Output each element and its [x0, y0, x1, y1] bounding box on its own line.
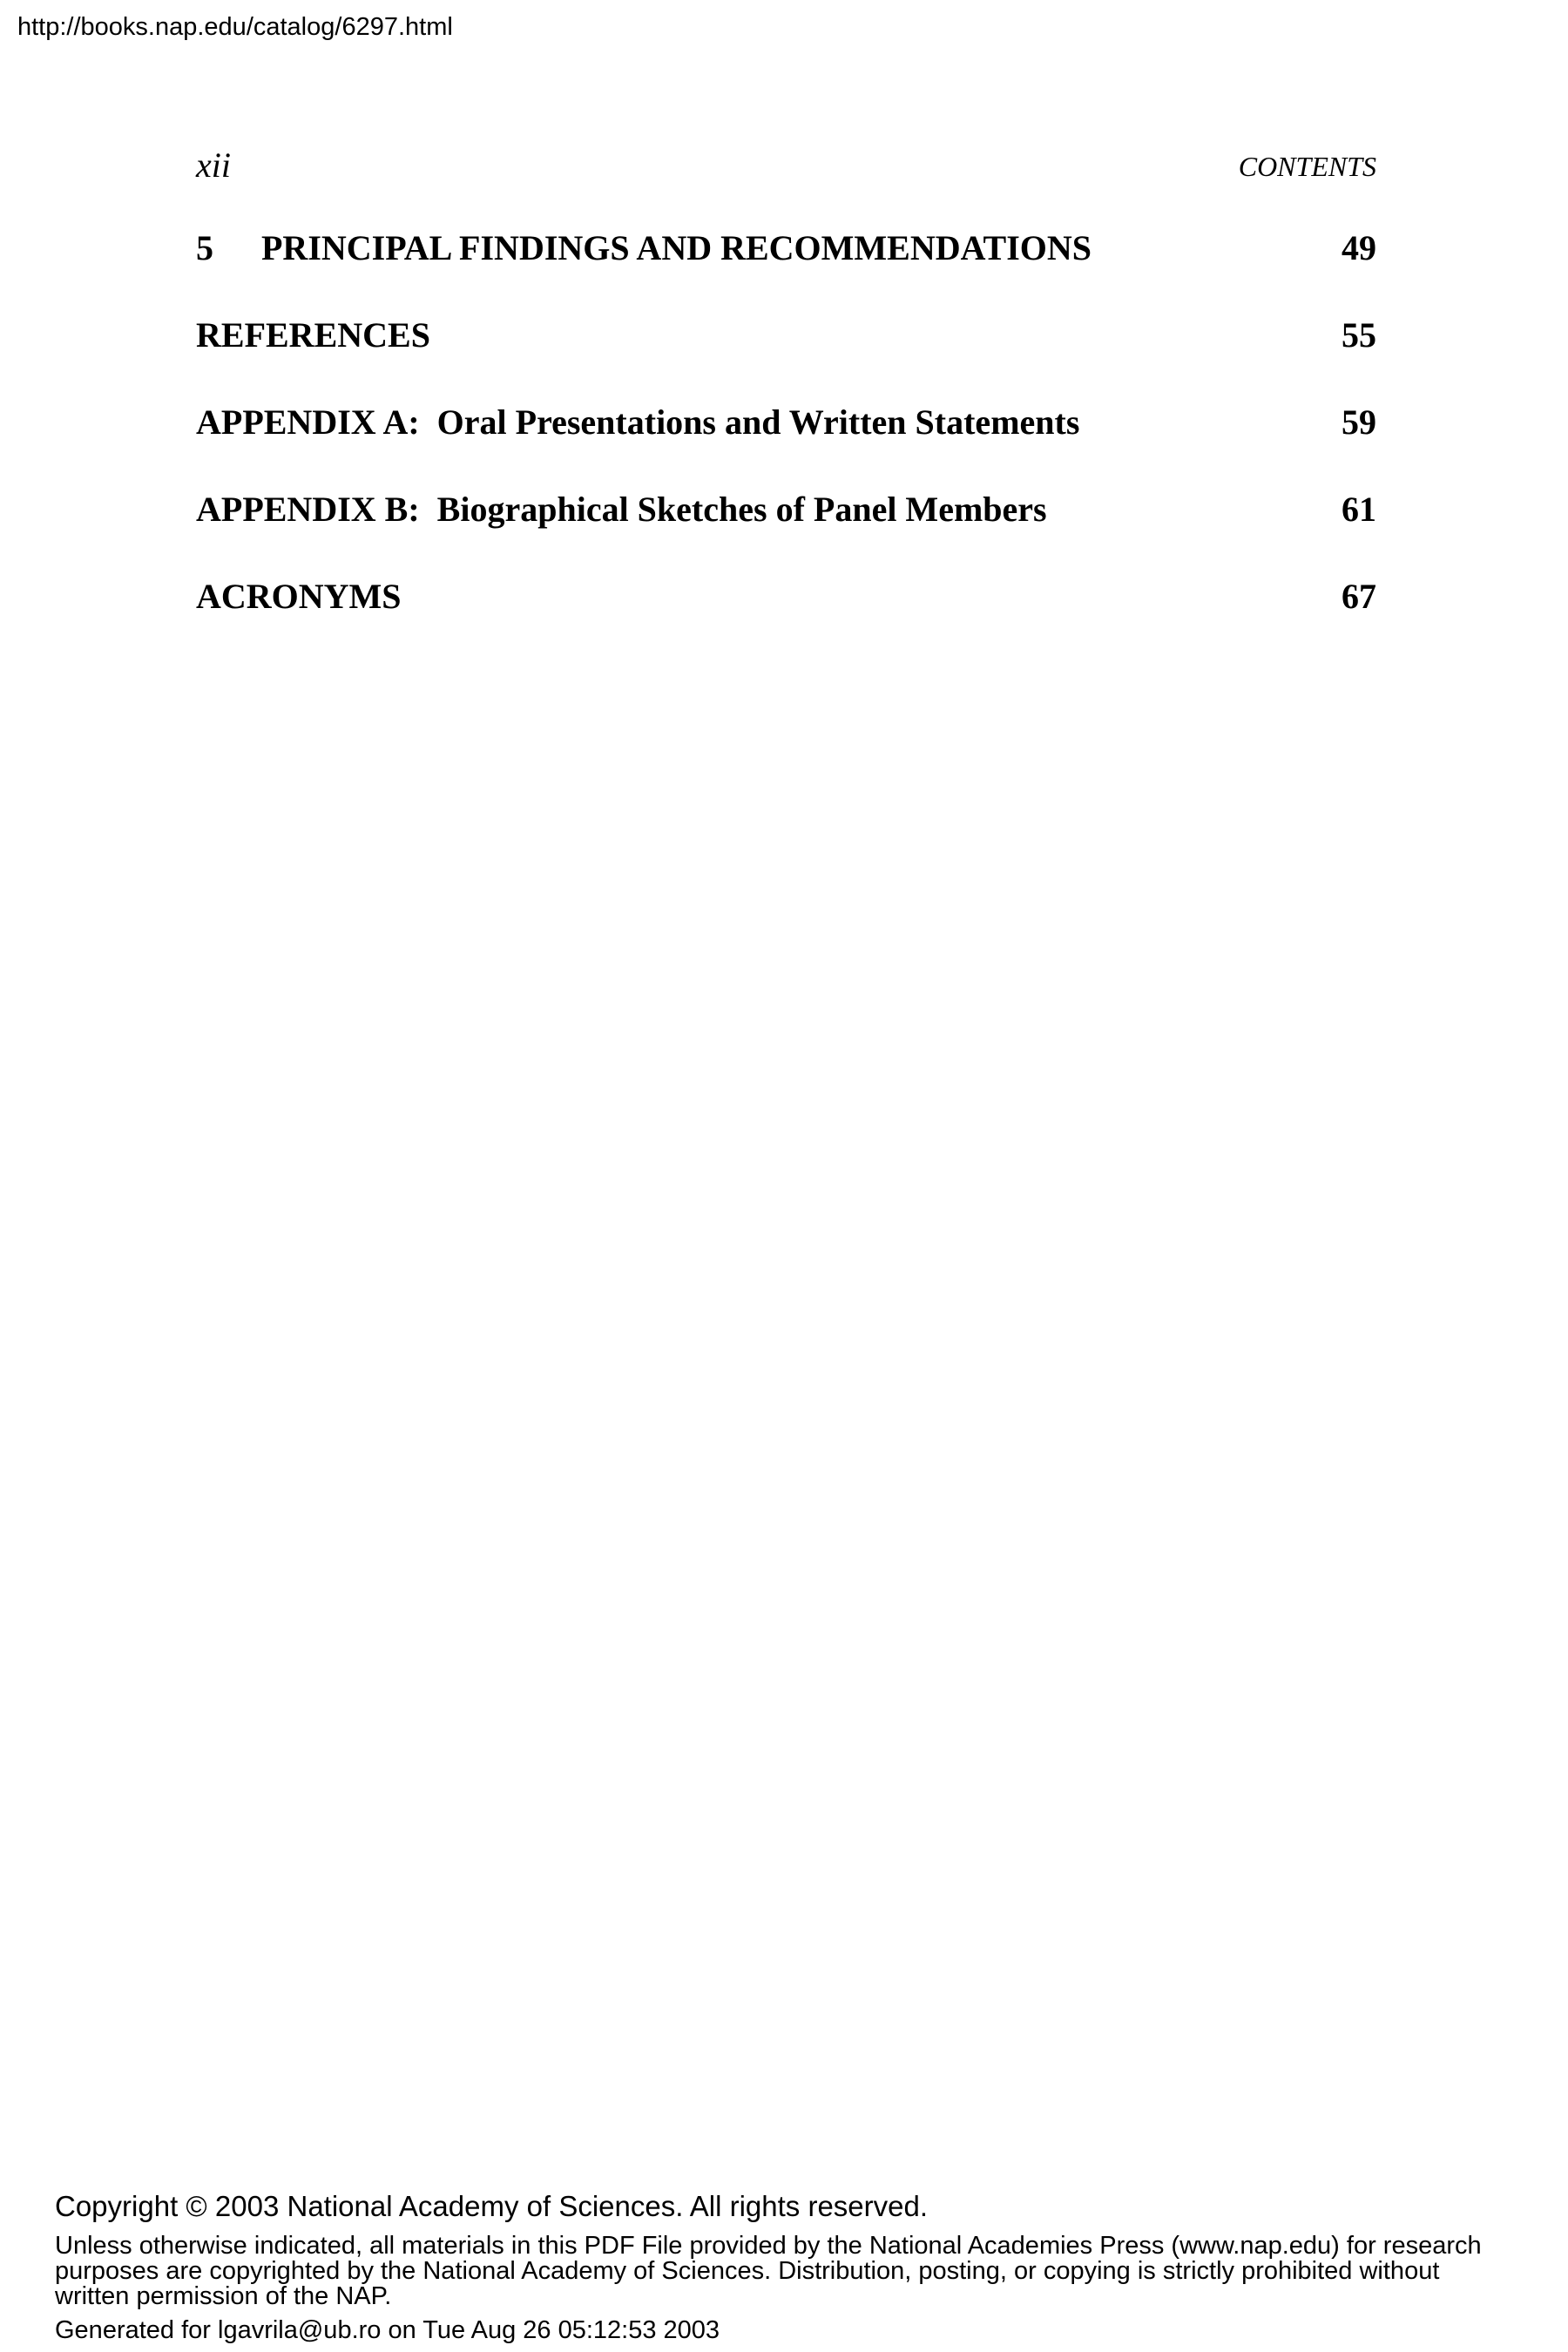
toc-entry-title: PRINCIPAL FINDINGS AND RECOMMENDATIONS [261, 228, 1092, 267]
source-url: http://books.nap.edu/catalog/6297.html [17, 13, 453, 41]
toc-entry-appendix-b [196, 483, 1376, 571]
running-head [196, 144, 1376, 187]
toc-entry-page: 59 [1342, 402, 1376, 442]
toc-entry-appendix-a [196, 396, 1376, 483]
toc-entry-references [196, 309, 1376, 396]
table-of-contents [196, 222, 1376, 658]
toc-entry-acronyms [196, 571, 1376, 658]
toc-entry-chapter-5 [196, 222, 1376, 309]
copyright-prefix: Copyright [55, 2190, 179, 2222]
toc-entry-title: APPENDIX B: Biographical Sketches of Panel Members [196, 490, 1047, 529]
page-footer [55, 2185, 1518, 2346]
toc-entry-number: 5 [196, 228, 213, 267]
copyright-line [55, 2185, 1518, 2228]
page-number: xii [196, 145, 231, 185]
section-label: CONTENTS [1238, 151, 1376, 182]
generated-line: Generated for lgavrila@ub.ro on Tue Aug 26 05:12:53 2003 [55, 2316, 720, 2344]
toc-entry-page: 49 [1342, 228, 1376, 267]
toc-entry-page: 67 [1342, 577, 1376, 616]
toc-entry-title: REFERENCES [196, 315, 430, 355]
copyright-text: 2003 National Academy of Sciences. All rights reserved. [214, 2190, 929, 2222]
rights-notice: Unless otherwise indicated, all materials in this PDF File provided by the National Academies Press (www.nap.edu) for research purposes are copyrighted by the National Academy of Sciences. Distribution, posting, or copying is strictly prohibited without written permission of the NAP. [55, 2232, 1482, 2310]
toc-entry-page: 61 [1342, 490, 1376, 529]
copyright-icon: © [186, 2190, 207, 2222]
toc-entry-title: APPENDIX A: Oral Presentations and Written Statements [196, 402, 1080, 442]
toc-entry-title: ACRONYMS [196, 577, 402, 616]
toc-entry-page: 55 [1342, 315, 1376, 355]
